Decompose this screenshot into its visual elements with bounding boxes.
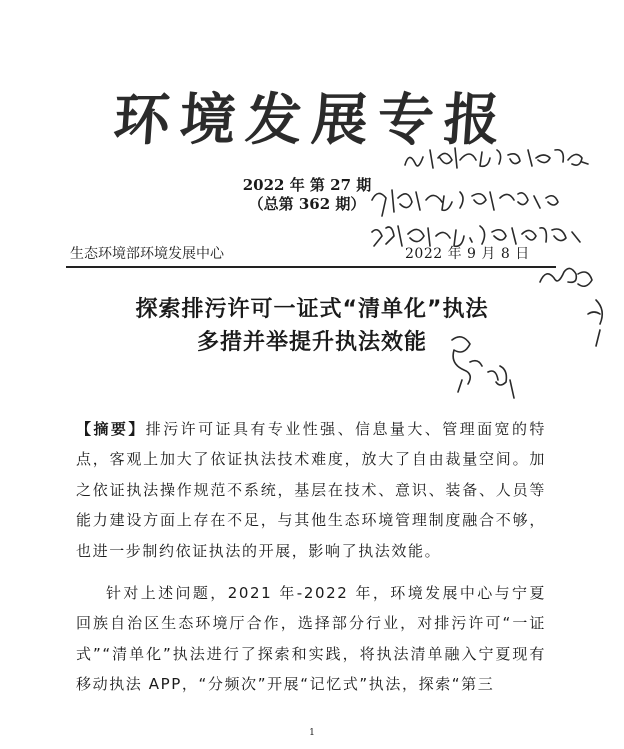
publisher-org: 生态环境部环境发展中心: [70, 246, 224, 262]
article-title-line1: 探索排污许可一证式“清单化”执法: [135, 297, 489, 322]
article-title-line2: 多措并举提升执法效能: [196, 330, 427, 355]
abstract-label: 【摘要】: [76, 420, 146, 438]
article-body: [76, 414, 546, 700]
issue-total-number: （总第 362 期）: [248, 195, 366, 213]
publish-date: 2022 年 9 月 8 日: [405, 246, 530, 262]
body-paragraph: 针对上述问题，2021 年-2022 年，环境发展中心与宁夏回族自治区生态环境厅合作，选择部分行业，对排污许可“一证式”“清单化”执法进行了探索和实践，将执法清单融入宁夏现有移动执法 APP，“分频次”开展“记忆式”执法，探索“第三: [76, 584, 546, 694]
page-number: 1: [309, 728, 315, 738]
abstract-text: 排污许可证具有专业性强、信息量大、管理面宽的特点，客观上加大了依证执法技术难度，放大了自由裁量空间。加之依证执法操作规范不系统，基层在技术、意识、装备、人员等能力建设方面上存在不足，与其他生态环境管理制度融合不够，也进一步制约依证执法的开展，影响了执法效能。: [76, 420, 546, 560]
header-divider: [66, 266, 556, 268]
abstract-paragraph: [76, 414, 546, 566]
issue-number: 2022 年 第 27 期: [242, 176, 372, 194]
handwritten-note-line2: [372, 190, 558, 216]
masthead-title: 环境发展专报: [111, 88, 512, 153]
